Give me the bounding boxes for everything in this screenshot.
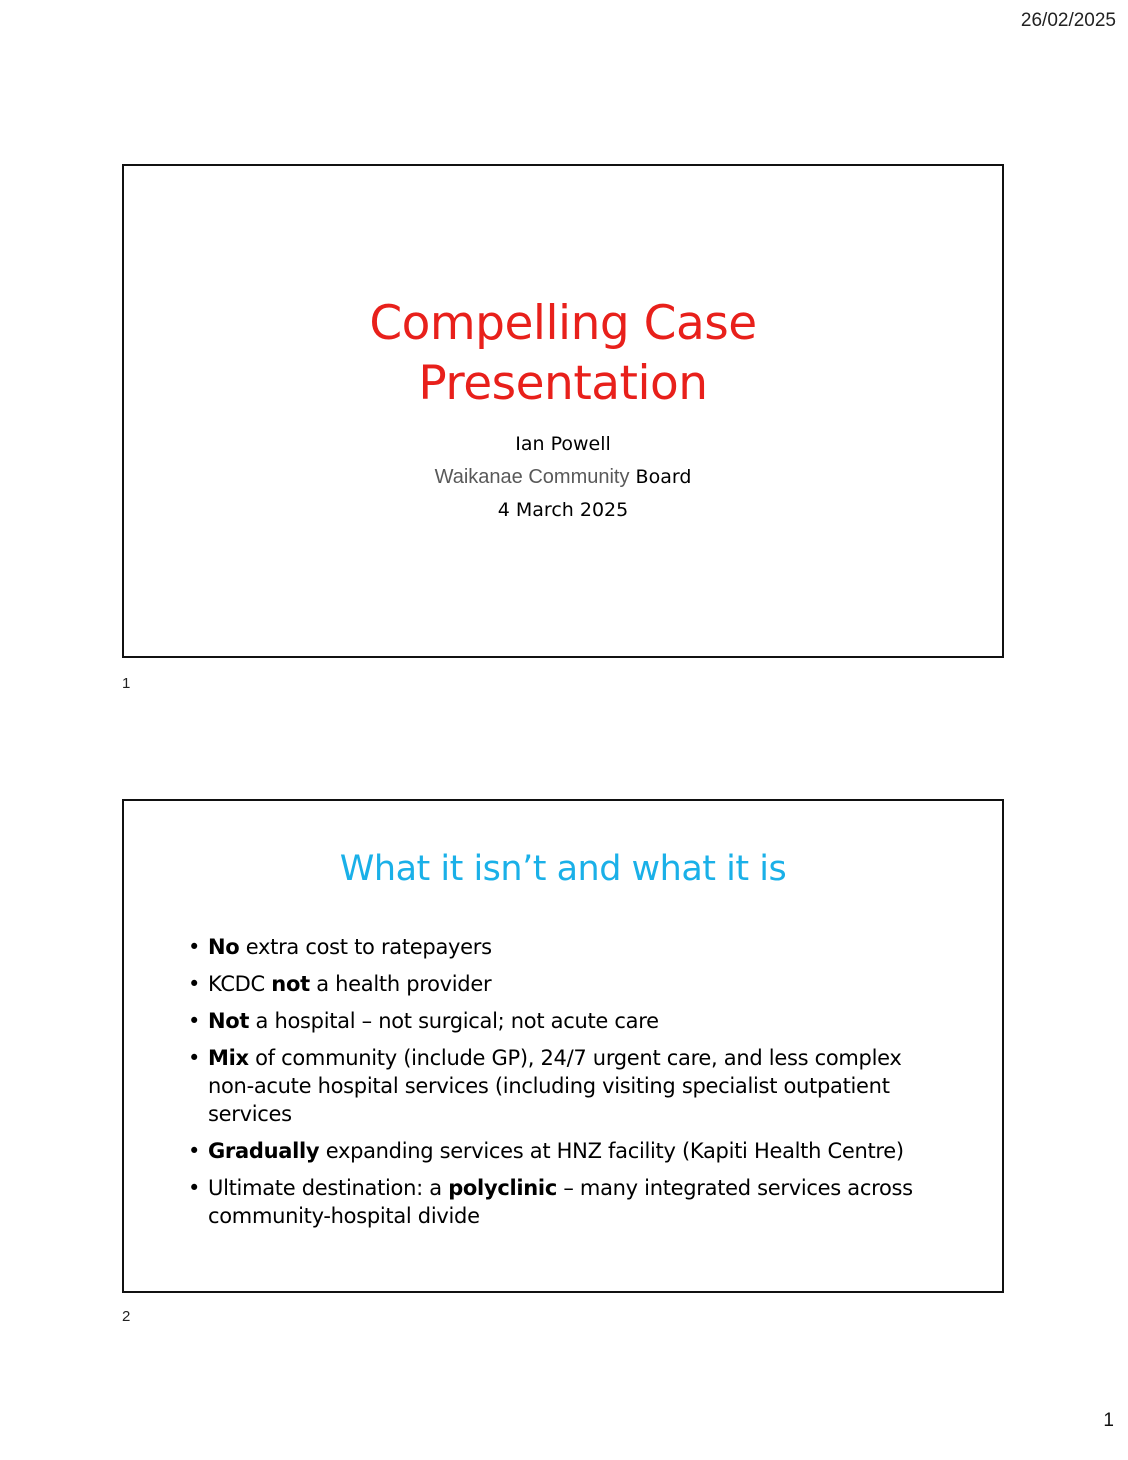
list-item-emphasis: No [208, 935, 240, 959]
bullet-glyph: • [188, 1176, 201, 1200]
list-item-text: – many integrated services across community-hospital divide [208, 1176, 913, 1228]
bullet-glyph: • [188, 1009, 201, 1033]
slide-1-title [124, 294, 1002, 414]
slide-1-number: 1 [122, 675, 131, 692]
bullet-glyph: • [188, 972, 201, 996]
slide-1-subtitle [124, 428, 1002, 527]
list-item-text: a hospital – not surgical; not acute care [249, 1009, 659, 1033]
bullet-glyph: • [188, 1046, 201, 1070]
organization-name-part1: Waikanae Community [434, 466, 630, 488]
page-number: 1 [1103, 1410, 1114, 1431]
list-item [188, 933, 928, 961]
slide-2-number: 2 [122, 1308, 131, 1325]
handout-date: 26/02/2025 [1020, 10, 1116, 31]
list-item-emphasis: polyclinic [448, 1176, 557, 1200]
organization-name-part2: Board [635, 466, 692, 488]
list-item-text: extra cost to ratepayers [239, 935, 492, 959]
list-item [188, 1174, 928, 1230]
list-item [188, 1137, 928, 1165]
list-item [188, 970, 928, 998]
list-item [188, 1044, 928, 1128]
presenter-name: Ian Powell [515, 433, 611, 455]
bullet-list [188, 933, 928, 1239]
title-line-2: Presentation [418, 356, 708, 411]
list-item-emphasis: Gradually [208, 1139, 320, 1163]
list-item-text: a health provider [309, 972, 492, 996]
slide-2[interactable] [122, 799, 1004, 1293]
list-item-emphasis: Mix [208, 1046, 249, 1070]
list-item-emphasis: not [271, 972, 310, 996]
list-item-emphasis: Not [208, 1009, 250, 1033]
list-item-text: KCDC [208, 972, 272, 996]
slide-1[interactable] [122, 164, 1004, 658]
title-line-1: Compelling Case [369, 296, 757, 351]
list-item [188, 1007, 928, 1035]
bullet-glyph: • [188, 935, 201, 959]
list-item-text: Ultimate destination: a [208, 1176, 449, 1200]
bullet-glyph: • [188, 1139, 201, 1163]
presentation-date: 4 March 2025 [497, 499, 629, 521]
organization [124, 461, 1002, 494]
slide-2-title: What it isn’t and what it is [339, 849, 787, 889]
list-item-text: of community (include GP), 24/7 urgent care, and less complex non-acute hospital services (including visiting specialist outpatient services [208, 1046, 902, 1126]
list-item-text: expanding services at HNZ facility (Kapiti Health Centre) [319, 1139, 904, 1163]
